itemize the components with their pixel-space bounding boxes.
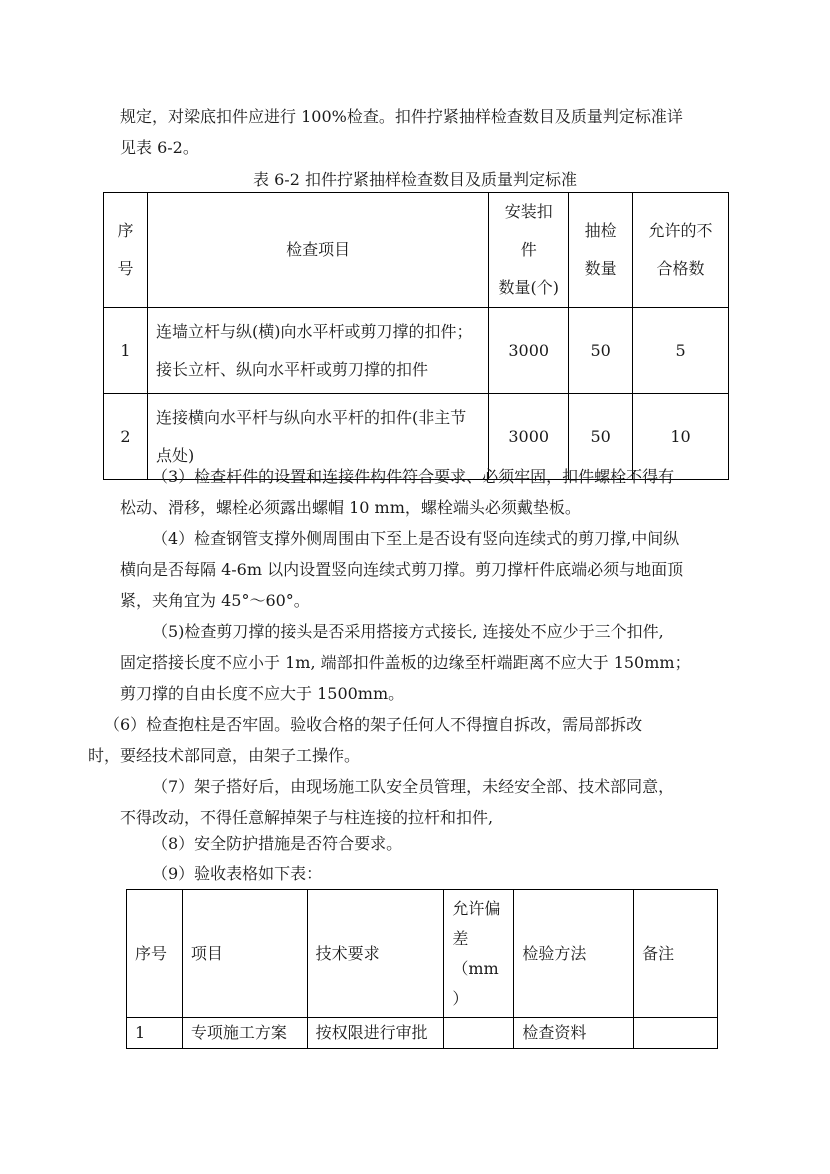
cell-method: 检查资料 — [514, 1018, 634, 1049]
header-note: 备注 — [634, 890, 718, 1018]
table-row — [104, 308, 729, 394]
cell-item: 专项施工方案 — [182, 1018, 307, 1049]
intro-line: 见表 6-2。 — [120, 138, 199, 157]
cell-qty: 3000 — [489, 308, 569, 394]
cell-req: 按权限进行审批 — [307, 1018, 444, 1049]
table-header-row — [104, 193, 729, 308]
intro-paragraph — [120, 101, 720, 163]
header-seq: 序 号 — [104, 193, 148, 308]
paragraph-7: （7）架子搭好后，由现场施工队安全员管理，未经安全部、技术部同意， 不得改动，不得任意解掉架子与柱连接的拉杆和扣件, — [120, 777, 675, 827]
paragraph-5: （5)检查剪刀撑的接头是否采用搭接方式接长, 连接处不应少于三个扣件, 固定搭接长度不应小于 1m, 端部扣件盖板的边缘至杆端距离不应大于 150mm； 剪刀撑的自由长度不应大于 1500mm。 — [120, 622, 691, 703]
header-item: 检查项目 — [147, 193, 488, 308]
acceptance-form-table — [126, 889, 718, 1049]
table-header-row — [127, 890, 718, 1018]
cell-allowed: 5 — [633, 308, 729, 394]
cell-qty: 3000 — [489, 394, 569, 480]
cell-item: 连接横向水平杆与纵向水平杆的扣件(非主节 点处) — [147, 394, 488, 480]
header-seq: 序号 — [127, 890, 183, 1018]
paragraph-6: （6）检查抱柱是否牢固。验收合格的架子任何人不得擅自拆改，需局部拆改 时，要经技术部同意，由架子工操作。 — [88, 715, 643, 765]
table-row — [127, 1018, 718, 1049]
paragraph-4: （4）检查钢管支撑外侧周围由下至上是否设有竖向连续式的剪刀撑,中间纵 横向是否每隔 4-6m 以内设置竖向连续式剪刀撑。剪刀撑杆件底端必须与地面顶 紧，夹角宜为 45°～60°。 — [120, 529, 684, 610]
intro-line: 规定，对梁底扣件应进行 100%检查。扣件拧紧抽样检查数目及质量判定标准详 — [120, 107, 683, 126]
paragraph-9: （9）验收表格如下表： — [152, 864, 323, 883]
paragraph-8: （8）安全防护措施是否符合要求。 — [152, 834, 403, 853]
header-deviation: 允许偏 差 （mm ） — [444, 890, 514, 1018]
paragraph-3: （3）检查杆件的设置和连接件构件符合要求、必须牢固，扣件螺栓不得有 松动、滑移，螺栓必须露出螺帽 10 mm，螺栓端头必须戴垫板。 — [120, 467, 675, 517]
header-method: 检验方法 — [514, 890, 634, 1018]
cell-seq: 2 — [104, 394, 148, 480]
header-req: 技术要求 — [307, 890, 444, 1018]
cell-note — [634, 1018, 718, 1049]
cell-sample: 50 — [569, 394, 633, 480]
header-sample: 抽检 数量 — [569, 193, 633, 308]
header-item: 项目 — [182, 890, 307, 1018]
cell-seq: 1 — [127, 1018, 183, 1049]
cell-item: 连墙立杆与纵(横)向水平杆或剪刀撑的扣件； 接长立杆、纵向水平杆或剪刀撑的扣件 — [147, 308, 488, 394]
header-allowed: 允许的不 合格数 — [633, 193, 729, 308]
cell-sample: 50 — [569, 308, 633, 394]
inspection-sampling-table — [103, 192, 729, 480]
cell-allowed: 10 — [633, 394, 729, 480]
table-caption: 表 6-2 扣件拧紧抽样检查数目及质量判定标准 — [253, 170, 577, 189]
cell-deviation — [444, 1018, 514, 1049]
cell-seq: 1 — [104, 308, 148, 394]
header-qty: 安装扣件 数量(个) — [489, 193, 569, 308]
